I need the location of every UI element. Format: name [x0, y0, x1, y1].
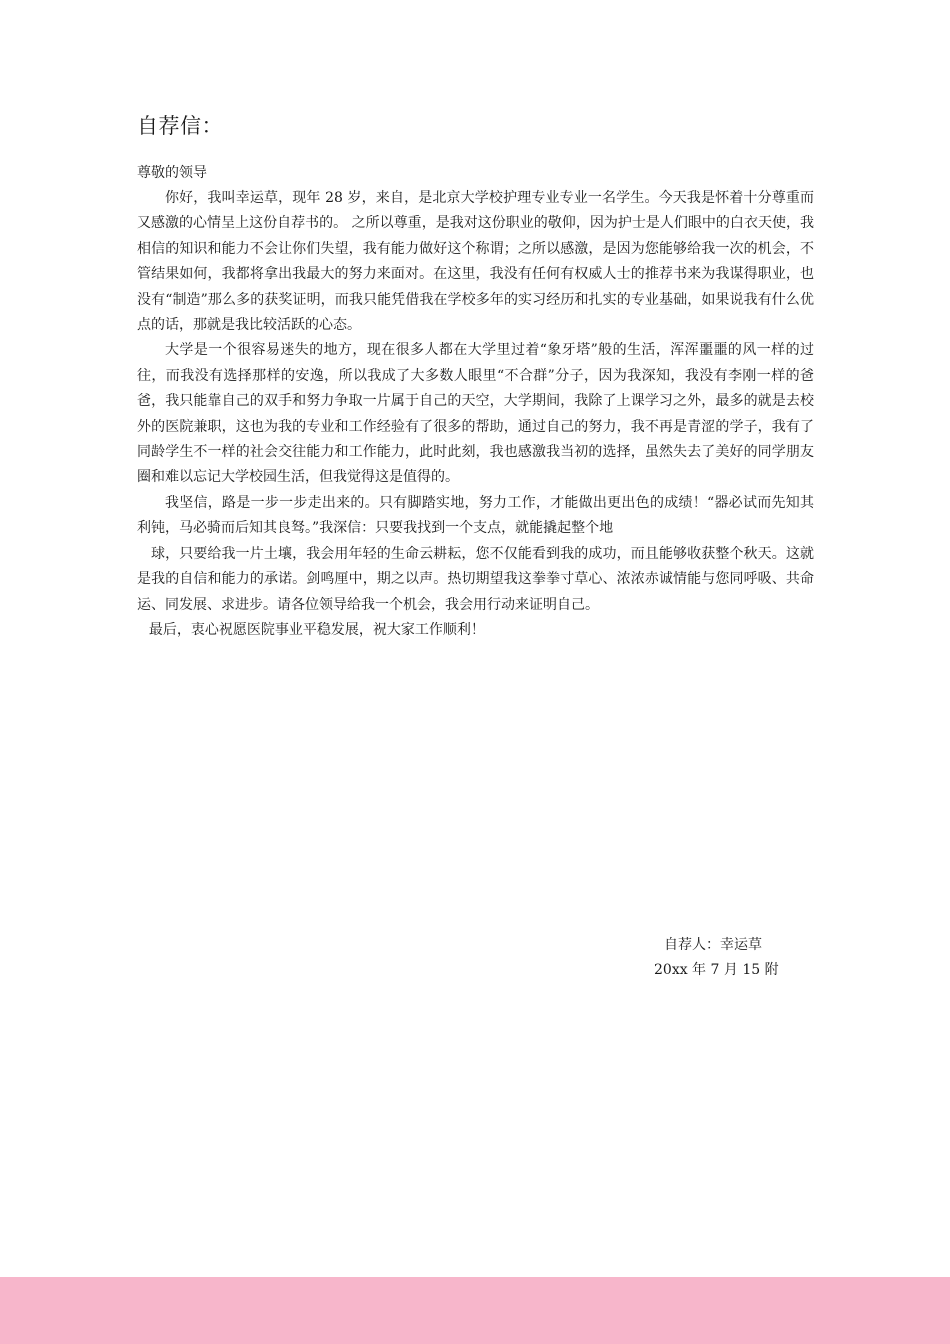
body-paragraph-2: 大学是一个很容易迷失的地方，现在很多人都在大学里过着“象牙塔”般的生活，浑浑噩噩的风一样的过往，而我没有选择那样的安逸，所以我成了大多数人眼里“不合群”分子，因为我深知，我没有李刚一样的爸爸，我只能靠自己的双手和努力争取一片属于自己的天空，大学期间，我除了上课学习之外，最多的就是去校外的医院兼职，这也为我的专业和工作经验有了很多的帮助，通过自己的努力，我不再是青涩的学子，我有了同龄学生不一样的社会交往能力和工作能力，此时此刻，我也感激我当初的选择，虽然失去了美好的同学朋友圈和难以忘记大学校园生活，但我觉得这是值得的。	[137, 342, 814, 486]
body-paragraph-1: 你好，我叫幸运草，现年 28 岁，来自，是北京大学校护理专业专业一名学生。今天我是怀着十分尊重而又感激的心情呈上这份自荐书的。 之所以尊重，是我对这份职业的敬仰，因为护士是人们眼中的白衣天使，我相信的知识和能力不会让你们失望，我有能力做好这个称谓；之所以感激，是因为您能够给我一次的机会，不管结果如何，我都将拿出我最大的努力来面对。在这里，我没有任何有权威人士的推荐书来为我谋得职业，也没有“制造”那么多的获奖证明，而我只能凭借我在学校多年的实习经历和扎实的专业基础，如果说我有什么优点的话，那就是我比较活跃的心态。	[137, 190, 814, 334]
salutation: 尊敬的领导	[137, 165, 207, 181]
letter-title: 自荐信：	[137, 114, 223, 138]
closing-wish: 最后，衷心祝愿医院事业平稳发展，祝大家工作顺利！	[148, 621, 485, 638]
signature-name: 自荐人：幸运草	[664, 937, 762, 953]
body-paragraph-3: 我坚信，路是一步一步走出来的。只有脚踏实地，努力工作，才能做出更出色的成绩！“器必试而先知其利钝，马必骑而后知其良驽。”我深信：只要我找到一个支点，就能撬起整个地	[137, 494, 814, 537]
footer-band	[0, 1277, 950, 1344]
letter-body	[137, 186, 814, 643]
body-paragraph-4: 球，只要给我一片土壤，我会用年轻的生命云耕耘，您不仅能看到我的成功，而且能够收获整个秋天。这就是我的自信和能力的承诺。剑鸣厘中，期之以声。热切期望我这拳拳寸草心、浓浓赤诚情能与您同呼吸、共命运、同发展、求进步。请各位领导给我一个机会，我会用行动来证明自己。	[137, 545, 814, 613]
signature-block	[637, 933, 797, 983]
signature-date: 20xx 年 7 月 15 附	[654, 962, 779, 978]
